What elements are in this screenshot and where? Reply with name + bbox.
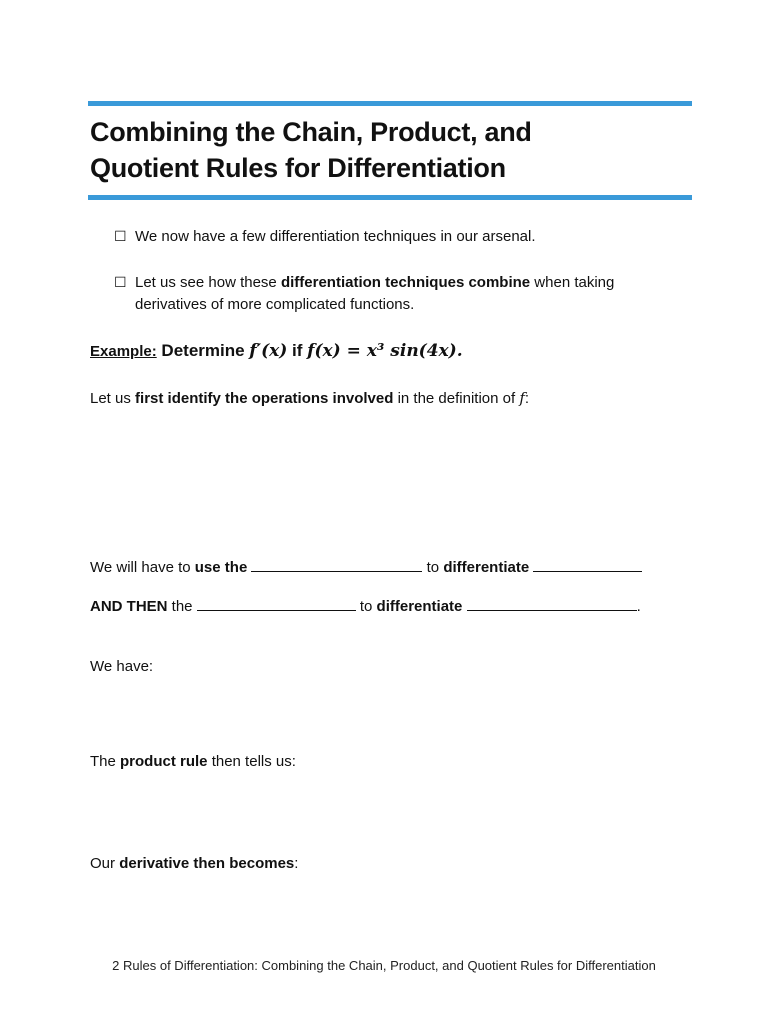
example-equation: f(x) = x³ sin(4x). <box>307 341 463 361</box>
derivative-bold: derivative then becomes <box>119 855 295 872</box>
product-rule-pre: The <box>90 753 121 770</box>
checkbox-icon: ☐ <box>114 275 127 291</box>
identify-var: f <box>519 389 525 407</box>
and-then-bold-2: differentiate <box>376 598 463 615</box>
identify-sentence <box>90 387 529 410</box>
example-label: Example: <box>90 343 157 360</box>
bullet-text-bold: differentiation techniques combine <box>280 274 531 291</box>
example-f-prime: f′(x) <box>249 341 288 361</box>
identify-pre: Let us <box>90 390 136 407</box>
blank-2 <box>533 556 642 572</box>
bullet-text <box>135 272 655 316</box>
we-have-label: We have: <box>90 658 154 675</box>
example-determine: Determine <box>156 341 250 360</box>
identify-bold: first identify the operations involved <box>135 390 394 407</box>
title-rule-bottom <box>88 195 692 200</box>
title-rule-top <box>88 101 692 106</box>
product-rule-bold: product rule <box>120 753 208 770</box>
title-line-2: Quotient Rules for Differentiation <box>90 153 506 183</box>
and-then-end: . <box>636 598 641 615</box>
and-then-mid-1: the <box>167 598 197 615</box>
will-have-sentence <box>90 556 642 579</box>
identify-colon: : <box>524 390 530 407</box>
example-heading <box>90 340 463 363</box>
and-then-sentence <box>90 595 641 618</box>
title-line-1: Combining the Chain, Product, and <box>90 117 532 147</box>
bullet-text: We now have a few differentiation techniques in our arsenal. <box>135 228 536 245</box>
derivative-pre: Our <box>90 855 120 872</box>
derivative-post: : <box>294 855 299 872</box>
bullet-text-post: when taking derivatives of more complicated functions. <box>135 274 615 313</box>
product-rule-post: then tells us: <box>207 753 296 770</box>
page-footer: 2 Rules of Differentiation: Combining the Chain, Product, and Quotient Rules for Differentiation <box>112 958 656 973</box>
will-have-pre: We will have to <box>90 559 195 576</box>
page-title <box>90 114 690 186</box>
product-rule-sentence <box>90 751 296 773</box>
bullet-text-pre: Let us see how these <box>135 274 281 291</box>
blank-1 <box>251 556 422 572</box>
identify-post: in the definition of <box>393 390 520 407</box>
blank-4 <box>467 595 637 611</box>
checkbox-icon: ☐ <box>114 229 127 245</box>
will-have-mid: to <box>422 559 444 576</box>
and-then-bold-1: AND THEN <box>90 598 168 615</box>
example-if: if <box>287 341 308 360</box>
and-then-mid-2: to <box>355 598 377 615</box>
derivative-sentence <box>90 853 298 875</box>
will-have-bold-2: differentiate <box>443 559 530 576</box>
blank-3 <box>197 595 356 611</box>
will-have-bold-1: use the <box>194 559 248 576</box>
